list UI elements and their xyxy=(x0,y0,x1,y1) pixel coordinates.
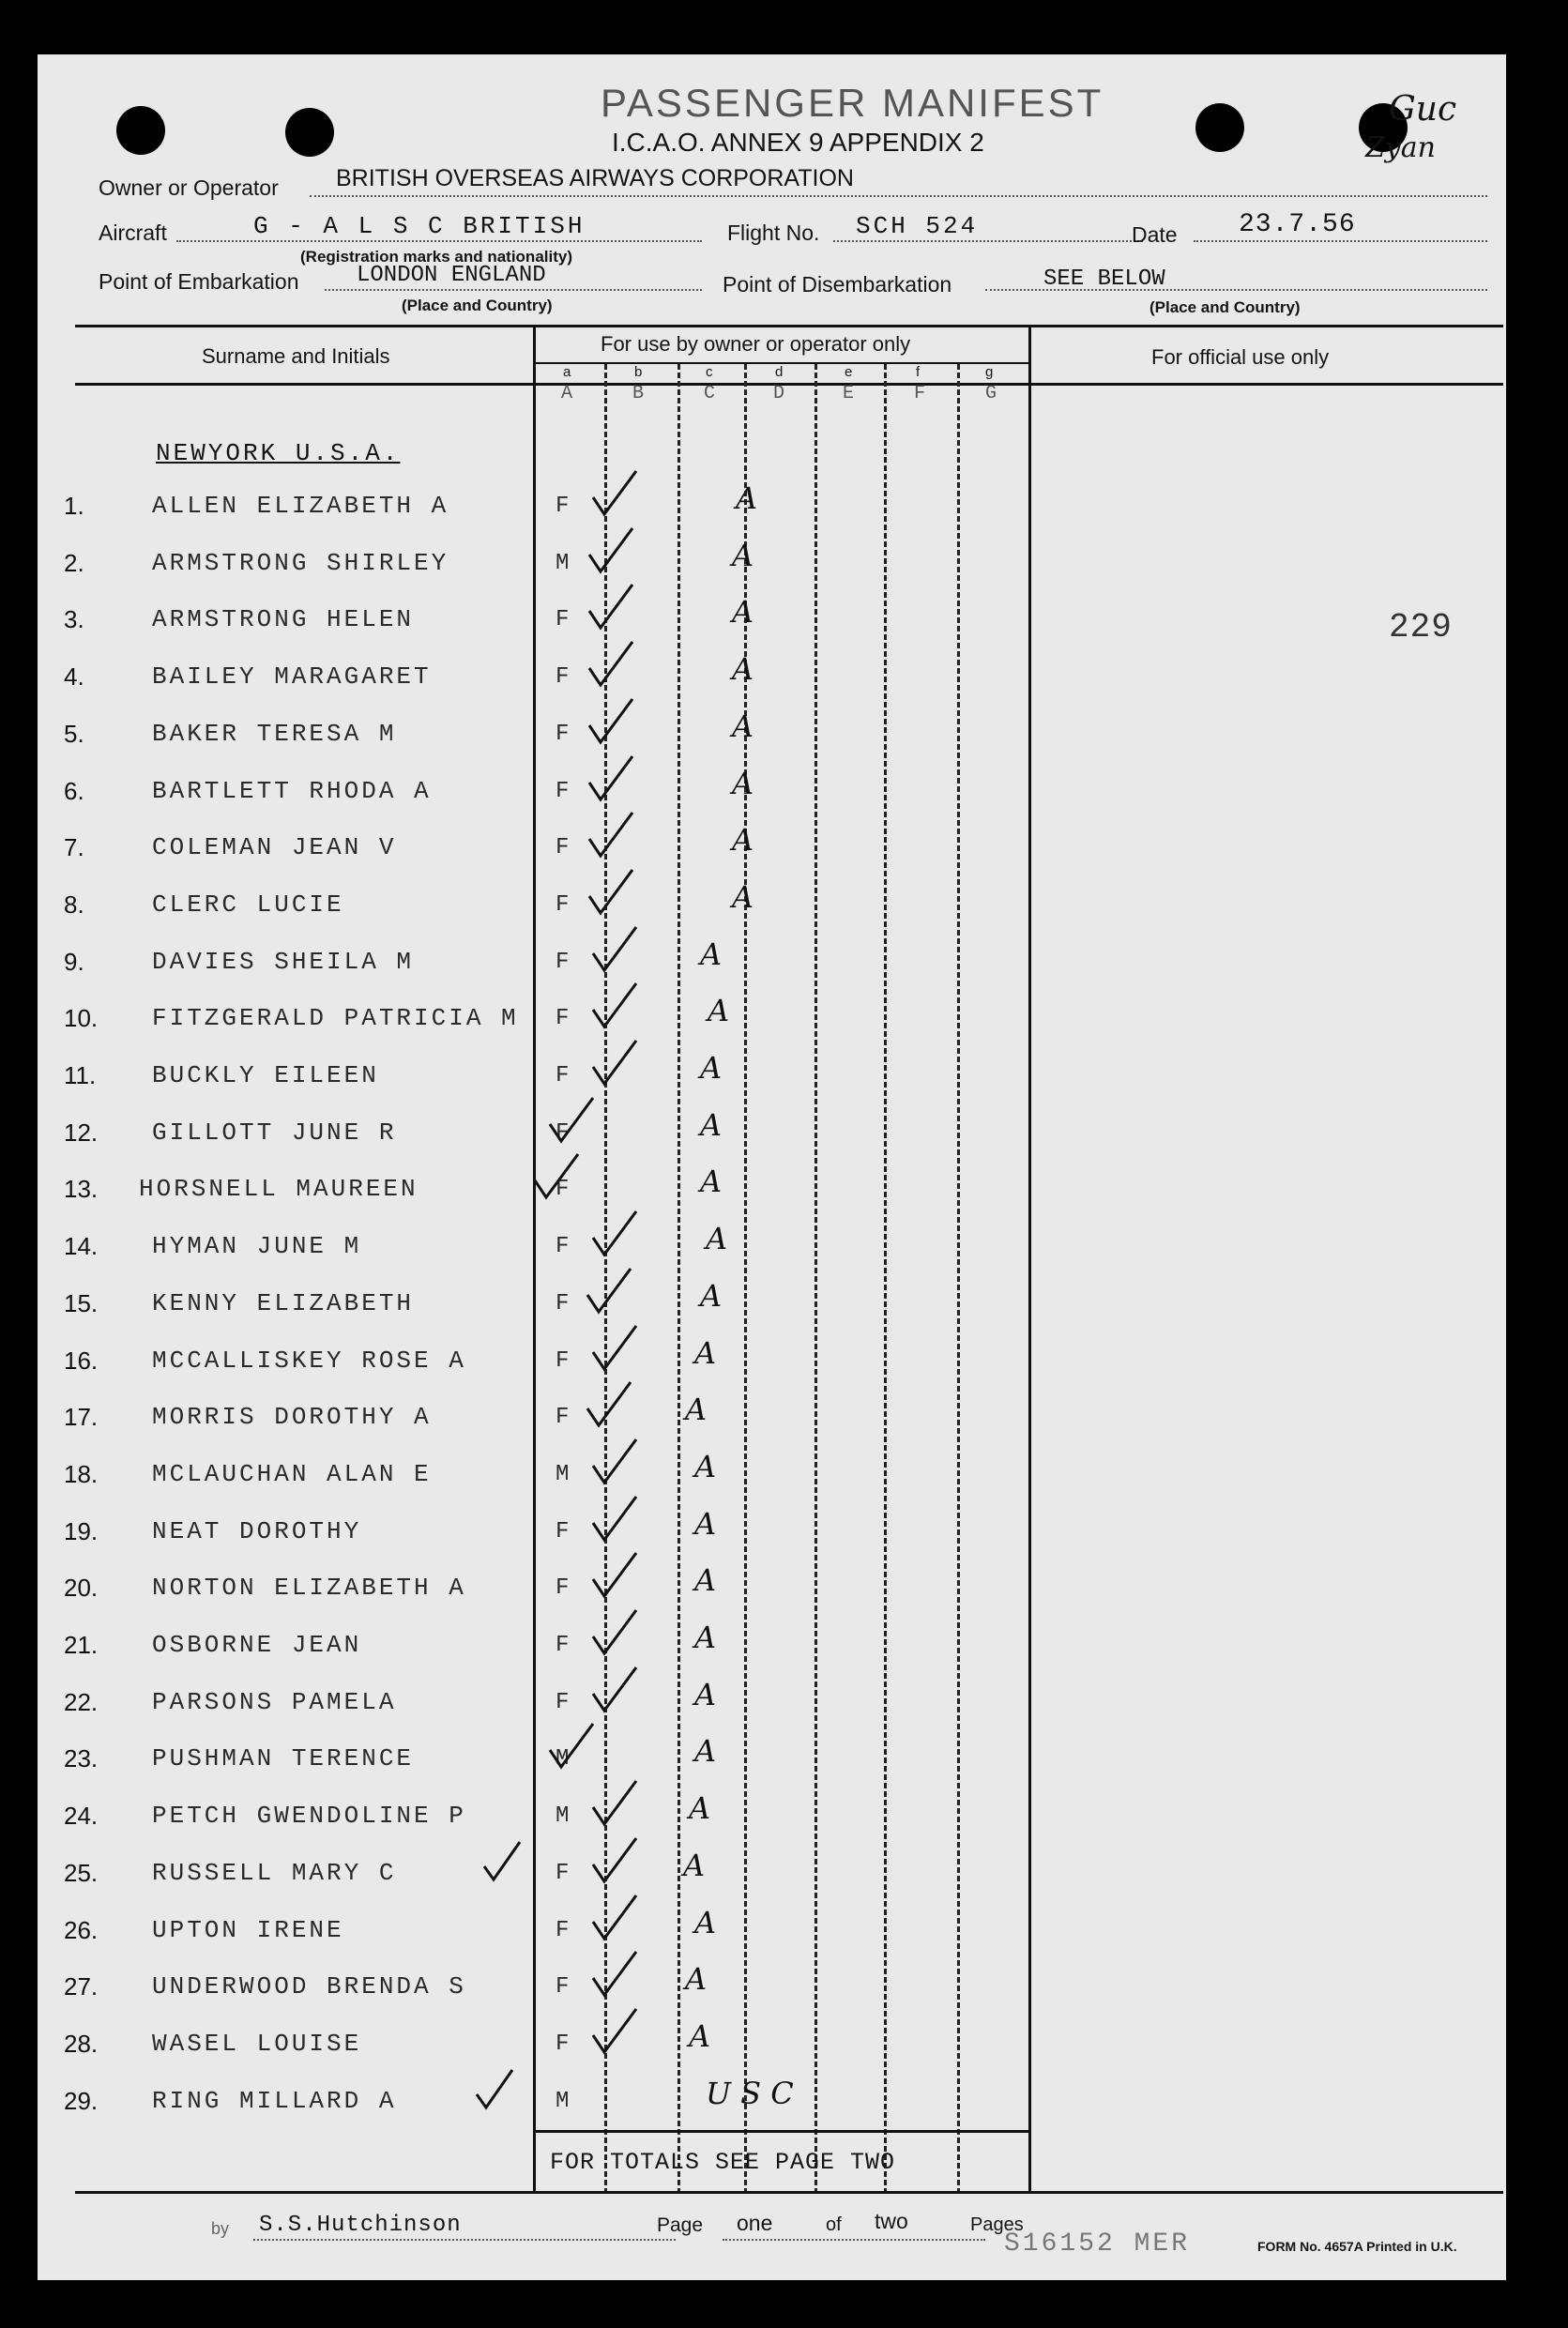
passenger-name: ALLEN ELIZABETH A xyxy=(152,492,449,520)
passenger-sex: F xyxy=(556,1918,572,1943)
passenger-sex: F xyxy=(556,1519,572,1544)
check-mark-icon xyxy=(587,978,644,1034)
aircraft-subcaption: (Registration marks and nationality) xyxy=(300,248,572,266)
passenger-sex: F xyxy=(556,494,572,519)
embarkation-subcaption: (Place and Country) xyxy=(402,297,553,314)
passenger-sex: M xyxy=(556,1746,572,1772)
row-number: 14. xyxy=(64,1232,99,1260)
row-number: 6. xyxy=(64,777,84,805)
row-number: 26. xyxy=(64,1916,99,1944)
row-number: 3. xyxy=(64,605,84,633)
subcol-label: d xyxy=(775,364,784,380)
clearance-mark: A xyxy=(732,708,754,744)
check-mark-icon xyxy=(587,1035,644,1091)
subcol-label: a xyxy=(563,364,571,380)
subcol-label: b xyxy=(634,364,643,380)
clearance-mark: A xyxy=(694,1506,717,1542)
subcol-label: C xyxy=(704,383,719,404)
passenger-sex: F xyxy=(556,607,572,632)
row-number: 1. xyxy=(64,492,84,520)
check-mark-icon xyxy=(584,636,640,692)
check-mark-icon xyxy=(587,1491,644,1547)
clearance-mark: A xyxy=(694,1449,717,1484)
form-number: FORM No. 4657A Printed in U.K. xyxy=(1257,2239,1457,2254)
clearance-mark: A xyxy=(736,480,758,516)
by-label: by xyxy=(211,2219,230,2238)
passenger-name: BAKER TERESA M xyxy=(152,720,397,748)
manifest-paper xyxy=(38,54,1506,2280)
passenger-sex: F xyxy=(556,779,572,804)
embarkation-value: LONDON ENGLAND xyxy=(357,263,546,288)
passenger-name: RING MILLARD A xyxy=(152,2087,397,2115)
subcol-label: D xyxy=(773,383,788,404)
passenger-name: UPTON IRENE xyxy=(152,1916,344,1944)
check-mark-icon xyxy=(587,921,644,978)
subcol-label: B xyxy=(632,383,647,404)
passenger-name: GILLOTT JUNE R xyxy=(152,1118,397,1147)
clearance-mark: A xyxy=(700,1050,723,1086)
passenger-name: MCLAUCHAN ALAN E xyxy=(152,1460,432,1488)
row-number: 29. xyxy=(64,2087,99,2115)
passenger-name: BARTLETT RHODA A xyxy=(152,777,432,805)
check-mark-icon xyxy=(584,751,640,807)
passenger-name: ARMSTRONG HELEN xyxy=(152,605,415,633)
disembarkation-value: SEE BELOW xyxy=(1043,266,1165,292)
passenger-sex: F xyxy=(556,1006,572,1031)
clearance-mark: A xyxy=(700,1164,723,1199)
signed-by: S.S.Hutchinson xyxy=(259,2213,462,2238)
row-number: 23. xyxy=(64,1744,99,1773)
check-mark-icon xyxy=(584,864,640,921)
row-number: 24. xyxy=(64,1802,99,1830)
clearance-mark: A xyxy=(700,936,723,972)
passenger-name: UNDERWOOD BRENDA S xyxy=(152,1972,466,2001)
official-number: 229 xyxy=(1389,608,1453,647)
of-value: two xyxy=(875,2209,908,2233)
check-mark-icon xyxy=(587,465,644,522)
passenger-name: MORRIS DOROTHY A xyxy=(152,1403,432,1431)
check-mark-icon xyxy=(587,1547,644,1604)
owner-value: BRITISH OVERSEAS AIRWAYS CORPORATION xyxy=(336,165,854,191)
date-label: Date xyxy=(1132,222,1178,247)
passenger-sex: F xyxy=(556,664,572,690)
row-number: 27. xyxy=(64,1972,99,2001)
clearance-mark: A xyxy=(732,651,754,687)
subcol-label: g xyxy=(985,364,994,380)
subcol-label: f xyxy=(916,364,921,380)
clearance-mark: A xyxy=(706,1221,728,1256)
check-mark-icon xyxy=(587,1833,644,1889)
clearance-mark: A xyxy=(700,1278,723,1314)
of-label: of xyxy=(826,2214,842,2235)
passenger-name: MCCALLISKEY ROSE A xyxy=(152,1347,466,1375)
check-mark-icon xyxy=(479,1838,525,1885)
document-stamp: S16152 MER xyxy=(1004,2229,1191,2259)
check-mark-icon xyxy=(544,1718,601,1774)
row-number: 9. xyxy=(64,948,84,976)
row-number: 5. xyxy=(64,720,84,748)
pages-label: Pages xyxy=(970,2214,1024,2235)
clearance-mark: A xyxy=(685,1961,708,1997)
clearance-mark: A xyxy=(708,993,730,1028)
passenger-sex: F xyxy=(556,892,572,918)
subcol-label: A xyxy=(561,383,576,404)
check-mark-icon xyxy=(587,1434,644,1490)
col-surname-header: Surname and Initials xyxy=(202,344,390,368)
row-number: 22. xyxy=(64,1688,99,1716)
punch-hole xyxy=(116,106,165,155)
check-mark-icon xyxy=(584,523,640,579)
owner-label: Owner or Operator xyxy=(99,175,279,200)
passenger-sex: F xyxy=(556,950,572,975)
passenger-sex: F xyxy=(556,2031,572,2057)
clearance-mark: A xyxy=(689,2018,711,2054)
clearance-mark: A xyxy=(694,1620,717,1655)
subcol-label: G xyxy=(985,383,1000,404)
check-mark-icon xyxy=(582,1263,638,1319)
form-title: PASSENGER MANIFEST xyxy=(601,81,1104,125)
clearance-mark: A xyxy=(694,1335,717,1371)
row-number: 7. xyxy=(64,833,84,861)
passenger-sex: F xyxy=(556,1120,572,1146)
passenger-name: RUSSELL MARY C xyxy=(152,1859,397,1887)
clearance-mark: A xyxy=(685,1392,708,1427)
passenger-name: FITZGERALD PATRICIA M xyxy=(152,1004,519,1032)
passenger-sex: M xyxy=(556,551,572,576)
row-number: 8. xyxy=(64,890,84,919)
passenger-name: OSBORNE JEAN xyxy=(152,1631,362,1659)
punch-hole xyxy=(285,108,334,157)
row-number: 11. xyxy=(64,1061,97,1089)
row-number: 10. xyxy=(64,1004,99,1032)
check-mark-icon xyxy=(587,1775,644,1832)
clearance-mark: A xyxy=(732,766,754,801)
passenger-name: BUCKLY EILEEN xyxy=(152,1061,379,1089)
punch-hole xyxy=(1195,103,1244,152)
row-number: 19. xyxy=(64,1517,99,1545)
clearance-mark: A xyxy=(694,1905,717,1940)
passenger-sex: F xyxy=(556,835,572,860)
check-mark-icon xyxy=(584,579,640,635)
passenger-name: DAVIES SHEILA M xyxy=(152,948,415,976)
check-mark-icon xyxy=(587,1662,644,1718)
check-mark-icon xyxy=(529,1149,586,1205)
form-subtitle: I.C.A.O. ANNEX 9 APPENDIX 2 xyxy=(612,128,984,157)
disembarkation-label: Point of Disembarkation xyxy=(723,272,952,297)
disembarkation-subcaption: (Place and Country) xyxy=(1149,298,1301,316)
passenger-sex: M xyxy=(556,2089,572,2114)
passenger-name: PETCH GWENDOLINE P xyxy=(152,1802,466,1830)
clearance-mark: A xyxy=(683,1848,706,1883)
row-number: 2. xyxy=(64,549,84,577)
check-mark-icon xyxy=(587,1946,644,2002)
flight-label: Flight No. xyxy=(727,221,820,245)
passenger-name: WASEL LOUISE xyxy=(152,2030,362,2058)
row-number: 17. xyxy=(64,1403,99,1431)
col-owner-header: For use by owner or operator only xyxy=(601,332,911,356)
passenger-name: PUSHMAN TERENCE xyxy=(152,1744,415,1773)
passenger-name: COLEMAN JEAN V xyxy=(152,833,397,861)
check-mark-icon xyxy=(587,1890,644,1946)
clearance-mark: A xyxy=(700,1107,723,1143)
page-label: Page xyxy=(657,2214,704,2236)
flight-value: SCH 524 xyxy=(856,212,979,240)
clearance-mark: U S C xyxy=(706,2076,794,2111)
clearance-mark: A xyxy=(689,1790,711,1826)
passenger-sex: F xyxy=(556,1348,572,1374)
clearance-mark: A xyxy=(694,1562,717,1598)
destination-heading: NEWYORK U.S.A. xyxy=(156,439,401,467)
date-value: 23.7.56 xyxy=(1239,210,1356,239)
passenger-sex: F xyxy=(556,1690,572,1715)
row-number: 16. xyxy=(64,1347,99,1375)
col-official-header: For official use only xyxy=(1151,345,1330,369)
check-mark-icon xyxy=(587,1206,644,1262)
clearance-mark: A xyxy=(732,879,754,915)
row-number: 25. xyxy=(64,1859,99,1887)
check-mark-icon xyxy=(471,2066,518,2113)
aircraft-value: G - A L S C BRITISH xyxy=(253,212,586,240)
check-mark-icon xyxy=(587,1320,644,1377)
totals-note: FOR TOTALS SEE PAGE TWO xyxy=(550,2149,896,2176)
passenger-name: ARMSTRONG SHIRLEY xyxy=(152,549,449,577)
clearance-mark: A xyxy=(732,538,754,573)
check-mark-icon xyxy=(544,1092,601,1149)
passenger-sex: F xyxy=(556,722,572,747)
passenger-name: PARSONS PAMELA xyxy=(152,1688,397,1716)
subcol-label: c xyxy=(706,364,713,380)
passenger-name: CLERC LUCIE xyxy=(152,890,344,919)
passenger-name: HYMAN JUNE M xyxy=(152,1232,362,1260)
passenger-sex: F xyxy=(556,1063,572,1088)
row-number: 21. xyxy=(64,1631,99,1659)
passenger-sex: F xyxy=(556,1291,572,1316)
passenger-sex: F xyxy=(556,1234,572,1259)
passenger-sex: F xyxy=(556,1974,572,2000)
passenger-name: BAILEY MARAGARET xyxy=(152,662,432,691)
clearance-mark: A xyxy=(732,822,754,858)
subcol-label: e xyxy=(845,364,853,380)
aircraft-label: Aircraft xyxy=(99,221,167,245)
passenger-sex: F xyxy=(556,1405,572,1430)
passenger-sex: F xyxy=(556,1861,572,1886)
clearance-mark: A xyxy=(694,1733,717,1769)
page-value: one xyxy=(737,2211,773,2235)
check-mark-icon xyxy=(584,693,640,750)
passenger-sex: F xyxy=(556,1177,572,1202)
corner-note: Guc xyxy=(1389,90,1457,129)
subcol-label: E xyxy=(843,383,858,404)
corner-note: Zyan xyxy=(1365,131,1436,164)
check-mark-icon xyxy=(584,807,640,863)
row-number: 20. xyxy=(64,1574,99,1602)
passenger-sex: F xyxy=(556,1633,572,1658)
passenger-sex: F xyxy=(556,1575,572,1601)
row-number: 15. xyxy=(64,1289,99,1317)
row-number: 12. xyxy=(64,1118,99,1147)
row-number: 28. xyxy=(64,2030,99,2058)
clearance-mark: A xyxy=(732,594,754,630)
passenger-name: HORSNELL MAUREEN xyxy=(139,1175,419,1203)
row-number: 13. xyxy=(64,1175,99,1203)
passenger-sex: M xyxy=(556,1803,572,1829)
subcol-label: F xyxy=(914,383,929,404)
clearance-mark: A xyxy=(694,1677,717,1712)
check-mark-icon xyxy=(587,1605,644,1661)
row-number: 18. xyxy=(64,1460,99,1488)
passenger-sex: M xyxy=(556,1462,572,1487)
check-mark-icon xyxy=(582,1377,638,1433)
check-mark-icon xyxy=(587,2003,644,2060)
passenger-name: KENNY ELIZABETH xyxy=(152,1289,415,1317)
embarkation-label: Point of Embarkation xyxy=(99,269,299,294)
row-number: 4. xyxy=(64,662,84,691)
passenger-name: NEAT DOROTHY xyxy=(152,1517,362,1545)
passenger-name: NORTON ELIZABETH A xyxy=(152,1574,466,1602)
